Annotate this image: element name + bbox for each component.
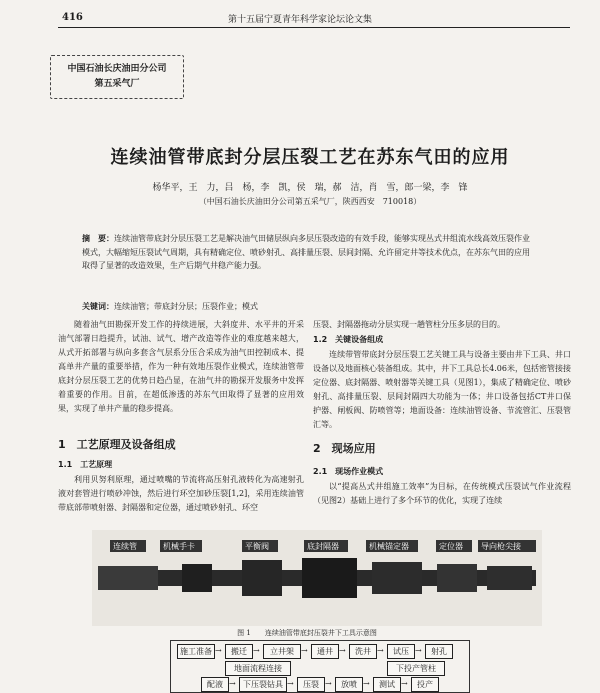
abstract-label: 摘 要：: [82, 234, 114, 243]
page-number: 416: [62, 12, 83, 23]
anchor-section: [372, 562, 422, 594]
keywords-label: 关键词：: [82, 302, 114, 311]
flow-step: 放喷: [335, 677, 363, 692]
arrow-right-icon: →: [325, 679, 332, 688]
section-2-heading: 2 现场应用: [313, 442, 376, 455]
right-top-text: 压裂、封隔器拖动分层实现一趟管柱分压多层的目的。: [313, 320, 505, 329]
arrow-right-icon: →: [339, 646, 346, 655]
right-column-top: [313, 318, 571, 332]
flow-step: 下投产管柱: [387, 661, 445, 676]
flow-step: 地面流程连接: [225, 661, 291, 676]
section-1-heading: 1 工艺原理及设备组成: [58, 438, 176, 451]
authors: 杨华平，王 力，吕 杨，李 凯，侯 瑞，郝 洁，肖 雪，郎一梁，李 锋: [152, 183, 468, 193]
abstract: [82, 232, 536, 273]
arrow-right-icon: →: [229, 679, 236, 688]
flow-step: 配液: [201, 677, 229, 692]
stamp-line-1: 中国石油长庆油田分公司: [67, 64, 167, 74]
section-2-1-heading: 2.1 现场作业模式: [313, 467, 384, 476]
arrow-right-icon: →: [363, 679, 370, 688]
flow-step: 立井架: [263, 644, 301, 659]
organization-stamp: [50, 55, 184, 99]
flow-step: 测试: [373, 677, 401, 692]
section-2-1-text: 以“提高丛式井组施工效率”为目标，在传统模式压裂试气作业流程（见图2）基础上进行了多个环节的优化，实现了连续: [313, 482, 571, 505]
journal-title: 第十五届宁夏青年科学家论坛论文集: [228, 15, 373, 25]
section-1-2-body: [313, 348, 571, 432]
tool-label-7: 导向枪尖接: [481, 542, 521, 551]
arrow-right-icon: →: [301, 646, 308, 655]
guide-nose-section: [487, 566, 532, 590]
flow-step: 通井: [311, 644, 339, 659]
tool-label-4: 底封隔器: [307, 542, 339, 551]
arrow-right-icon: →: [287, 679, 294, 688]
flow-step: 搬迁: [225, 644, 253, 659]
flow-step: 投产: [411, 677, 439, 692]
connector-section: [182, 564, 212, 592]
stamp-line-2: 第五采气厂: [94, 79, 140, 89]
arrow-right-icon: →: [253, 646, 260, 655]
flow-step: 射孔: [425, 644, 453, 659]
left-column: [58, 318, 304, 416]
section-1-2-heading: 1.2 关键设备组成: [313, 335, 384, 344]
tool-label-2: 机械手卡: [163, 542, 195, 551]
arrow-right-icon: →: [215, 646, 222, 655]
figure-1-caption-label: 图 1: [237, 629, 251, 637]
coiled-tubing-section: [98, 566, 158, 590]
arrow-right-icon: →: [401, 679, 408, 688]
flowchart-figure-2: [170, 640, 470, 693]
abstract-text: 连续油管带底封分层压裂工艺是解决油气田储层纵向多层压裂改造的有效手段，能够实现丛式井组流水线高效压裂作业模式，大幅缩短压裂试气周期，具有精确定位、喷砂射孔、高排量压裂、层间封隔、允许留定井等技术优点，在苏东气田的应用取得了显著的改造效果，生产后期气井稳产能力强。: [82, 234, 530, 270]
flow-step: 试压: [387, 644, 415, 659]
header-rule: [58, 27, 570, 28]
figure-1-tool-diagram: [92, 530, 542, 626]
keywords-text: 连续油管；带底封分层；压裂作业；模式: [114, 302, 258, 311]
keywords: [82, 301, 536, 312]
tool-label-1: 连续管: [113, 542, 137, 551]
flow-step: 下压裂钻具: [239, 677, 287, 692]
section-2-1-body: [313, 480, 571, 508]
flow-step: 洗井: [349, 644, 377, 659]
intro-paragraph: 随着油气田勘探开发工作的持续进展，大斜度井、水平井的开采油气部署日趋提升，试油、试气、增产改造等作业的难度越来越大，从式开拓部署与纵向多套含气层系分压合采成为油气田控制成本、提高单井产量的重要举措，作为一种有效地压裂作业模式，连续油管带底封分层压裂工艺的优势日趋凸显，在油气井的勘探开发服务中发挥着重要的作用。目前，在超低渗透的苏东气田取得了显著的应用效果，实现了单井产量的稳步提高。: [58, 320, 304, 413]
tool-label-6: 定位器: [439, 542, 463, 551]
arrow-right-icon: →: [415, 646, 422, 655]
balance-valve-section: [242, 560, 282, 596]
tool-label-3: 平衡阀: [245, 542, 269, 551]
bottom-packer-section: [302, 558, 357, 598]
flow-step: 施工准备: [177, 644, 215, 659]
section-1-2-text: 连续带管带底封分层压裂工艺关键工具与设备主要由井下工具、井口设备以及地面核心装备组成。其中，井下工具总长4.06米，包括密管接接定位器、底封隔器、喷射器等关键工具（见图1），集成了精确定位、喷砂射孔、高排量压裂、层间封隔四大功能为一体；井口设备包括CT井口保护器、闸板阀、防喷管等；地面设备：连续油管设备、节流管汇、压裂管汇等。: [313, 350, 571, 429]
figure-1-caption: [58, 628, 570, 638]
flow-step: 压裂: [297, 677, 325, 692]
section-1-1-text: 利用贝努利原理，通过喷嘴的节流将高压射孔液转化为高速射孔液对套管进行喷砂冲蚀，然后进行环空加砂压裂[1,2]，采用连续油管带底部带喷射器、封隔器和定位器，通过喷砂射孔、环空: [58, 475, 304, 512]
affiliation: （中国石油长庆油田分公司第五采气厂，陕西西安 710018）: [198, 197, 422, 206]
section-1-1-body: [58, 473, 304, 515]
tool-label-5: 机械锚定器: [369, 542, 409, 551]
locator-section: [437, 564, 477, 592]
paper-title: 连续油管带底封分层压裂工艺在苏东气田的应用: [110, 147, 510, 168]
arrow-right-icon: →: [377, 646, 384, 655]
section-1-1-heading: 1.1 工艺原理: [58, 460, 113, 469]
figure-1-caption-text: 连续油管带底封压裂井下工具示意图: [264, 629, 377, 637]
